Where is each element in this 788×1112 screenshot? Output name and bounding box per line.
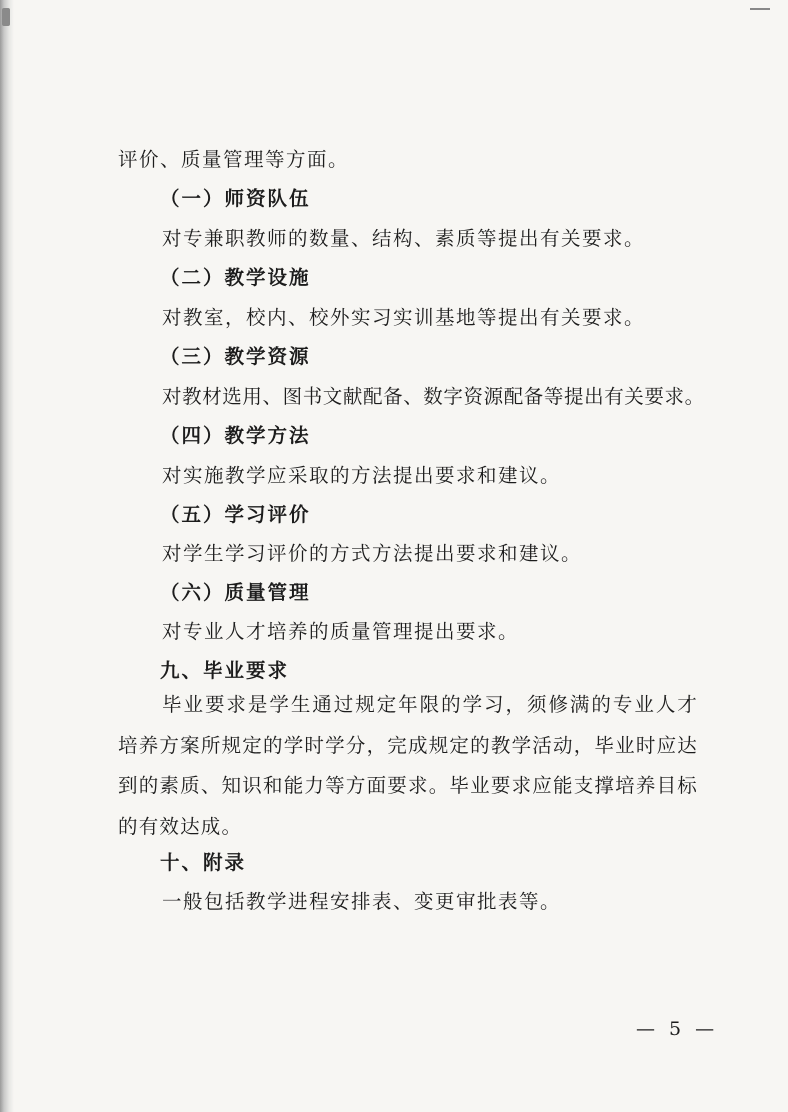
subsection-heading-methods: （四）教学方法 <box>160 424 311 447</box>
subsection-heading-evaluation: （五）学习评价 <box>160 503 311 526</box>
continued-text-line: 评价、质量管理等方面。 <box>118 148 350 171</box>
paragraph-methods: 对实施教学应采取的方法提出要求和建议。 <box>162 464 562 487</box>
scan-binding-edge <box>0 0 14 1112</box>
subsection-heading-quality: （六）质量管理 <box>160 581 311 604</box>
paragraph-appendix: 一般包括教学进程安排表、变更审批表等。 <box>162 890 562 913</box>
section-heading-graduation: 九、毕业要求 <box>160 659 290 682</box>
subsection-heading-resources: （三）教学资源 <box>160 345 311 368</box>
section-heading-appendix: 十、附录 <box>160 851 247 874</box>
paragraph-quality: 对专业人才培养的质量管理提出要求。 <box>162 620 520 643</box>
paragraph-teachers: 对专兼职教师的数量、结构、素质等提出有关要求。 <box>162 227 646 250</box>
scan-mark <box>2 8 10 26</box>
paragraph-graduation: 毕业要求是学生通过规定年限的学习，须修满的专业人才培养方案所规定的学时学分，完成规定的教学活动，毕业时应达到的素质、知识和能力等方面要求。毕业要求应能支撑培养目标的有效达成。 <box>118 693 698 838</box>
subsection-heading-teachers: （一）师资队伍 <box>160 187 311 210</box>
paragraph-resources: 对教材选用、图书文献配备、数字资源配备等提出有关要求。 <box>162 385 705 408</box>
subsection-heading-facilities: （二）教学设施 <box>160 266 311 289</box>
paragraph-evaluation: 对学生学习评价的方式方法提出要求和建议。 <box>162 542 583 565</box>
scan-corner-mark <box>750 8 770 10</box>
paragraph-facilities: 对教室，校内、校外实习实训基地等提出有关要求。 <box>162 306 646 329</box>
page-number: — 5 — <box>636 1018 719 1040</box>
